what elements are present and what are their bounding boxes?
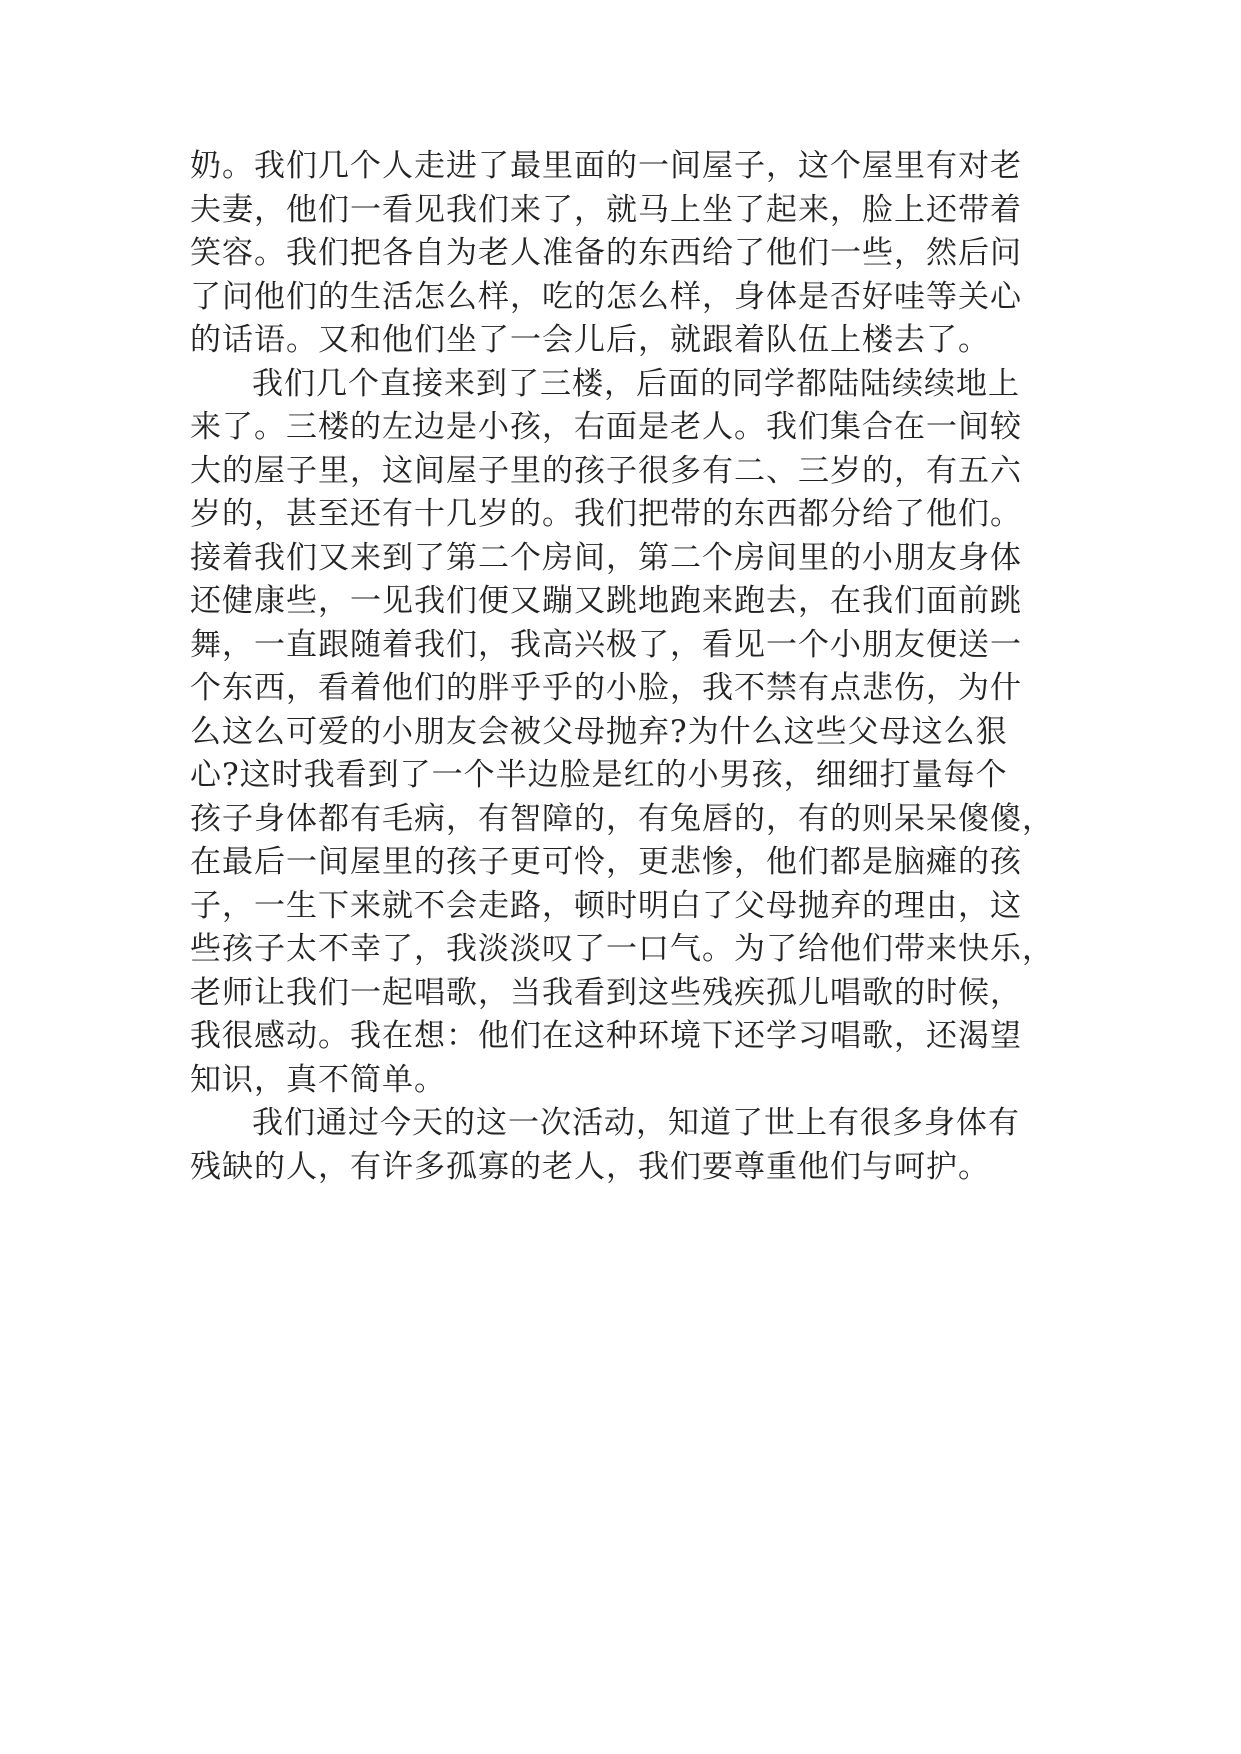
text-line: 老师让我们一起唱歌，当我看到这些残疾孤儿唱歌的时候， (190, 974, 1022, 1011)
text-line: 些孩子太不幸了，我淡淡叹了一口气。为了给他们带来快乐， (190, 931, 1054, 967)
text-line: 心?这时我看到了一个半边脸是红的小男孩，细细打量每个 (190, 757, 1008, 793)
text-line: 孩子身体都有毛病，有智障的，有兔唇的，有的则呆呆傻傻， (190, 800, 1054, 837)
text-line: 么这么可爱的小朋友会被父母抛弃?为什么这些父母这么狠 (190, 713, 1008, 750)
text-line: 夫妻，他们一看见我们来了，就马上坐了起来，脸上还带着 (190, 191, 1022, 228)
text-line: 的话语。又和他们坐了一会儿后，就跟着队伍上楼去了。 (190, 322, 990, 358)
text-line: 接着我们又来到了第二个房间，第二个房间里的小朋友身体 (190, 539, 1022, 576)
text-line: 我们几个直接来到了三楼，后面的同学都陆陆续续地上 (252, 365, 1020, 402)
text-line: 了问他们的生活怎么样，吃的怎么样，身体是否好哇等关心 (190, 278, 1022, 315)
text-line: 子，一生下来就不会走路，顿时明白了父母抛弃的理由，这 (190, 887, 1022, 924)
text-line: 个东西，看着他们的胖乎乎的小脸，我不禁有点悲伤，为什 (190, 670, 1022, 706)
text-line: 残缺的人，有许多孤寡的老人，我们要尊重他们与呵护。 (190, 1148, 990, 1185)
text-line: 舞，一直跟随着我们，我高兴极了，看见一个小朋友便送一 (190, 626, 1022, 663)
document-body (190, 144, 1070, 1189)
text-line: 还健康些，一见我们便又蹦又跳地跑来跑去，在我们面前跳 (190, 583, 1022, 619)
text-line: 在最后一间屋里的孩子更可怜，更悲惨，他们都是脑瘫的孩 (190, 844, 1022, 880)
text-line: 笑容。我们把各自为老人准备的东西给了他们一些，然后问 (190, 235, 1022, 271)
text-line: 我很感动。我在想：他们在这种环境下还学习唱歌，还渴望 (190, 1018, 1022, 1054)
text-line: 大的屋子里，这间屋子里的孩子很多有二、三岁的，有五六 (190, 452, 1022, 489)
text-line: 来了。三楼的左边是小孩，右面是老人。我们集合在一间较 (190, 409, 1022, 445)
text-line: 我们通过今天的这一次活动，知道了世上有很多身体有 (252, 1105, 1020, 1141)
text-line: 岁的，甚至还有十几岁的。我们把带的东西都分给了他们。 (190, 496, 1022, 532)
text-line: 知识，真不简单。 (190, 1061, 446, 1098)
text-line: 奶。我们几个人走进了最里面的一间屋子，这个屋里有对老 (190, 148, 1022, 184)
